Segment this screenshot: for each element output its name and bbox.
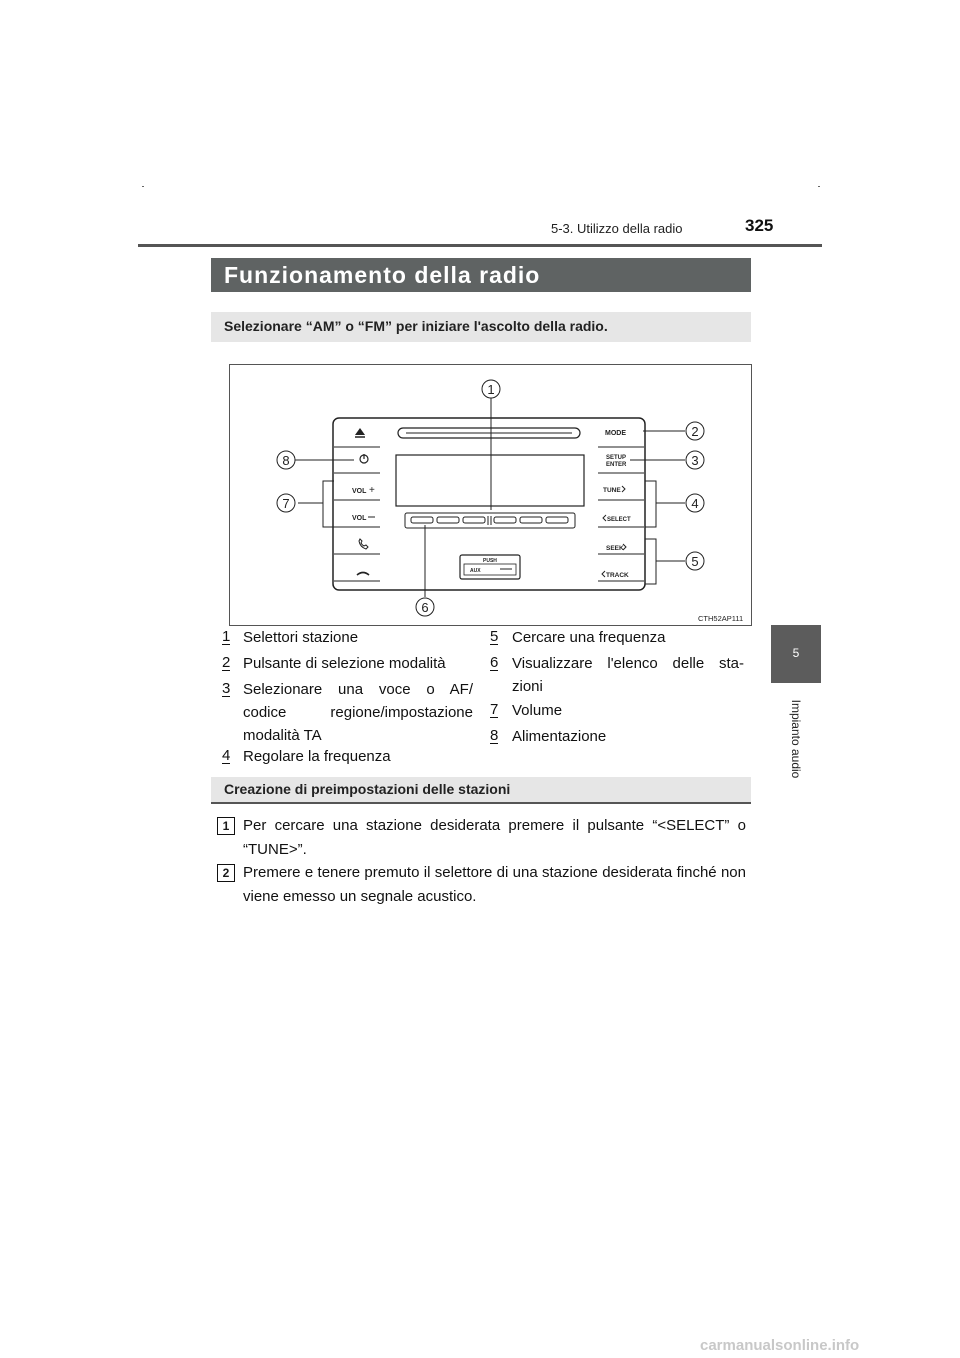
mode-label: MODE <box>605 430 626 437</box>
legend-num-5: 5 <box>490 628 499 645</box>
legend-item-7: Volume <box>512 702 563 719</box>
track-label: TRACK <box>606 572 629 579</box>
legend-num-7: 7 <box>490 701 499 718</box>
push-label: PUSH <box>483 558 497 564</box>
legend-num-4: 4 <box>222 747 231 764</box>
legend-item-4: Regolare la frequenza <box>243 748 391 765</box>
tune-label: TUNE <box>603 487 621 494</box>
vol-minus-label: VOL <box>352 515 367 522</box>
instruction-text: Selezionare “AM” o “FM” per iniziare l'ascolto della radio. <box>224 318 608 334</box>
vol-plus-label: VOL <box>352 488 367 495</box>
crop-mark-left <box>142 186 144 187</box>
aux-label: AUX <box>470 568 481 574</box>
callout-4: 4 <box>691 496 699 511</box>
legend-num-1: 1 <box>222 628 231 645</box>
callout-3: 3 <box>691 453 699 468</box>
legend-item-1: Selettori stazione <box>243 629 359 646</box>
seek-label: SEEK <box>606 545 624 552</box>
legend-item-6: Visualizzare l'elenco delle sta- zioni <box>512 655 744 695</box>
callout-6: 6 <box>421 600 429 615</box>
callout-1: 1 <box>487 382 495 397</box>
callout-8: 8 <box>282 453 290 468</box>
watermark: carmanualsonline.info <box>700 1337 860 1354</box>
legend-item-5: Cercare una frequenza <box>512 629 666 646</box>
section-title-banner <box>211 258 751 292</box>
instruction-bar <box>211 312 751 342</box>
legend-num-3: 3 <box>222 680 231 697</box>
step-text-1: Per cercare una stazione desiderata premere il pulsante “<SELECT” o “TUNE>”. <box>243 817 746 858</box>
page-number: 325 <box>745 216 774 235</box>
radio-panel-figure <box>229 364 752 626</box>
legend-item-8: Alimentazione <box>512 728 607 745</box>
chapter-number: 5 <box>792 646 800 660</box>
legend-num-6: 6 <box>490 654 499 671</box>
chapter-title: Impianto audio <box>789 699 803 779</box>
step-number-2: 2 <box>217 864 235 882</box>
callout-2: 2 <box>691 424 699 439</box>
setup-label: SETUP <box>606 455 627 461</box>
enter-label: ENTER <box>606 462 627 468</box>
chapter-tab <box>771 625 821 683</box>
legend-item-3: Selezionare una voce o AF/ codice regione/impostazione modalità TA <box>243 681 473 744</box>
callout-5: 5 <box>691 554 699 569</box>
legend-item-2: Pulsante di selezione modalità <box>243 655 446 672</box>
figure-code: CTH52AP111 <box>698 614 744 623</box>
step-text-2: Premere e tenere premuto il selettore di una stazione desiderata finché non viene emesso un segnale acustico. <box>243 864 746 905</box>
legend-num-8: 8 <box>490 727 499 744</box>
section-title: Funzionamento della radio <box>224 262 541 288</box>
chapter-title-vertical <box>775 690 815 790</box>
header-rule <box>138 244 822 247</box>
radio-panel-illustration <box>230 365 751 625</box>
callout-7: 7 <box>282 496 290 511</box>
subsection-title: Creazione di preimpostazioni delle stazioni <box>224 781 511 797</box>
svg-text:+: + <box>369 485 375 496</box>
crop-mark-right <box>818 186 820 187</box>
select-label: SELECT <box>607 517 631 523</box>
section-label: 5-3. Utilizzo della radio <box>551 221 683 236</box>
subsection-bar <box>211 777 751 804</box>
legend-num-2: 2 <box>222 654 231 671</box>
step-number-1: 1 <box>217 817 235 835</box>
